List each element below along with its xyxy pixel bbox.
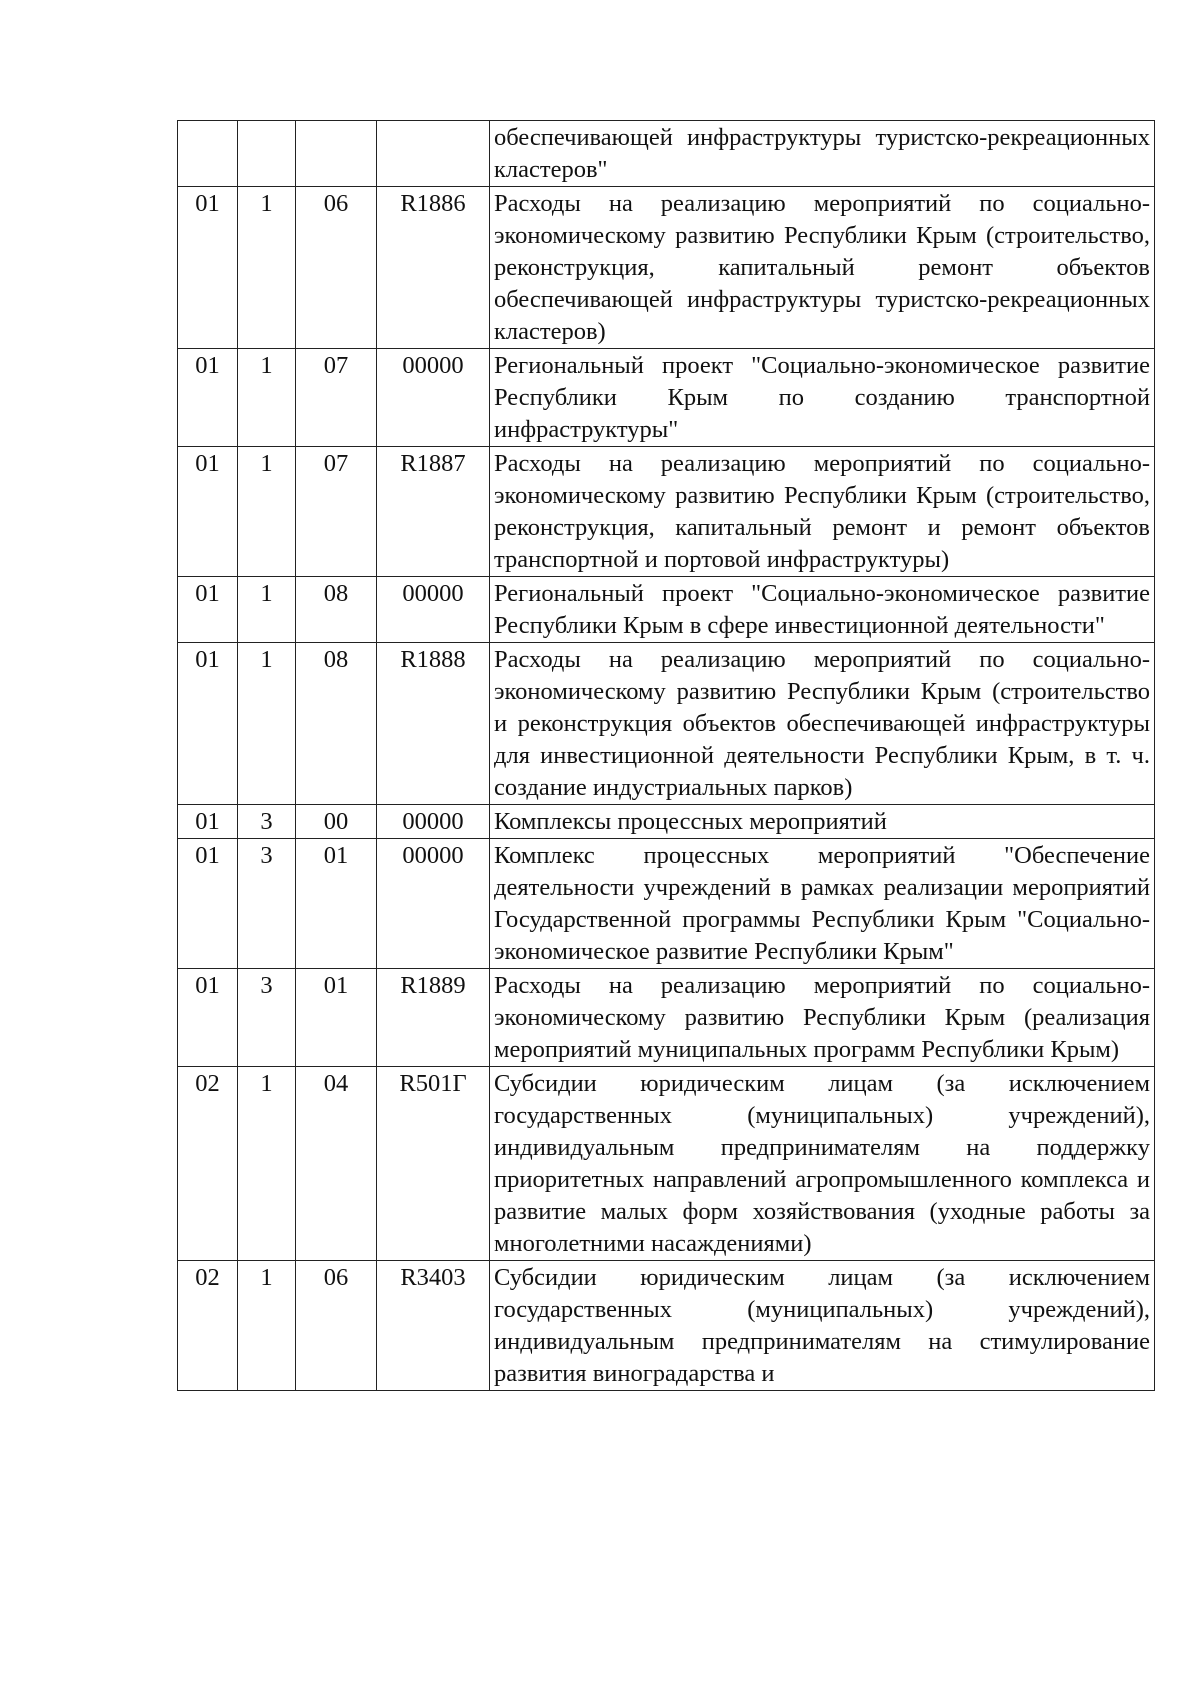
program-code-cell: 01 [178,577,238,643]
table-row [178,121,1155,187]
event-code-cell: 08 [296,577,377,643]
direction-code-cell: 00000 [377,577,490,643]
event-code-cell: 04 [296,1067,377,1261]
description-cell: Расходы на реализацию мероприятий по социально-экономическому развитию Республики Крым (реализация мероприятий муниципальных программ Республики Крым) [490,969,1155,1067]
description-cell: Региональный проект "Социально-экономическое развитие Республики Крым по созданию транспортной инфраструктуры" [490,349,1155,447]
table-row [178,839,1155,969]
subprogram-code-cell: 1 [238,1067,296,1261]
table-row [178,805,1155,839]
table-row [178,447,1155,577]
description-cell: Субсидии юридическим лицам (за исключением государственных (муниципальных) учреждений), индивидуальным предпринимателям на стимулирование развития виноградарства и [490,1261,1155,1391]
description-cell: Комплекс процессных мероприятий "Обеспечение деятельности учреждений в рамках реализации мероприятий Государственной программы Республики Крым "Социально-экономическое развитие Республики Крым" [490,839,1155,969]
direction-code-cell: 00000 [377,839,490,969]
program-code-cell [178,121,238,187]
event-code-cell: 00 [296,805,377,839]
program-code-cell: 01 [178,839,238,969]
event-code-cell: 06 [296,187,377,349]
description-cell: обеспечивающей инфраструктуры туристско-рекреационных кластеров" [490,121,1155,187]
direction-code-cell: R3403 [377,1261,490,1391]
program-code-cell: 01 [178,969,238,1067]
event-code-cell [296,121,377,187]
budget-codes-table [177,120,1155,1391]
event-code-cell: 01 [296,969,377,1067]
subprogram-code-cell [238,121,296,187]
direction-code-cell: R1886 [377,187,490,349]
description-cell: Субсидии юридическим лицам (за исключением государственных (муниципальных) учреждений), индивидуальным предпринимателям на поддержку приоритетных направлений агропромышленного комплекса и развитие малых форм хозяйствования (уходные работы за многолетними насаждениями) [490,1067,1155,1261]
direction-code-cell: 00000 [377,349,490,447]
program-code-cell: 02 [178,1261,238,1391]
event-code-cell: 01 [296,839,377,969]
subprogram-code-cell: 3 [238,969,296,1067]
subprogram-code-cell: 1 [238,187,296,349]
table-row [178,643,1155,805]
direction-code-cell: R1887 [377,447,490,577]
description-cell: Региональный проект "Социально-экономическое развитие Республики Крым в сфере инвестиционной деятельности" [490,577,1155,643]
table-row [178,969,1155,1067]
description-cell: Расходы на реализацию мероприятий по социально-экономическому развитию Республики Крым (строительство, реконструкция, капитальный ремонт и ремонт объектов транспортной и портовой инфраструктуры) [490,447,1155,577]
description-cell: Комплексы процессных мероприятий [490,805,1155,839]
subprogram-code-cell: 1 [238,447,296,577]
table-row [178,1261,1155,1391]
subprogram-code-cell: 1 [238,643,296,805]
program-code-cell: 01 [178,349,238,447]
subprogram-code-cell: 3 [238,805,296,839]
description-cell: Расходы на реализацию мероприятий по социально-экономическому развитию Республики Крым (строительство, реконструкция, капитальный ремонт объектов обеспечивающей инфраструктуры туристско-рекреационных кластеров) [490,187,1155,349]
program-code-cell: 02 [178,1067,238,1261]
subprogram-code-cell: 1 [238,1261,296,1391]
event-code-cell: 07 [296,447,377,577]
table-row [178,1067,1155,1261]
direction-code-cell [377,121,490,187]
table-row [178,187,1155,349]
subprogram-code-cell: 3 [238,839,296,969]
event-code-cell: 08 [296,643,377,805]
program-code-cell: 01 [178,187,238,349]
direction-code-cell: 00000 [377,805,490,839]
table-row [178,577,1155,643]
program-code-cell: 01 [178,805,238,839]
direction-code-cell: R1889 [377,969,490,1067]
direction-code-cell: R1888 [377,643,490,805]
table-row [178,349,1155,447]
description-cell: Расходы на реализацию мероприятий по социально-экономическому развитию Республики Крым (строительство и реконструкция объектов обеспечивающей инфраструктуры для инвестиционной деятельности Республики Крым, в т. ч. создание индустриальных парков) [490,643,1155,805]
direction-code-cell: R501Г [377,1067,490,1261]
subprogram-code-cell: 1 [238,577,296,643]
program-code-cell: 01 [178,447,238,577]
program-code-cell: 01 [178,643,238,805]
subprogram-code-cell: 1 [238,349,296,447]
event-code-cell: 07 [296,349,377,447]
event-code-cell: 06 [296,1261,377,1391]
